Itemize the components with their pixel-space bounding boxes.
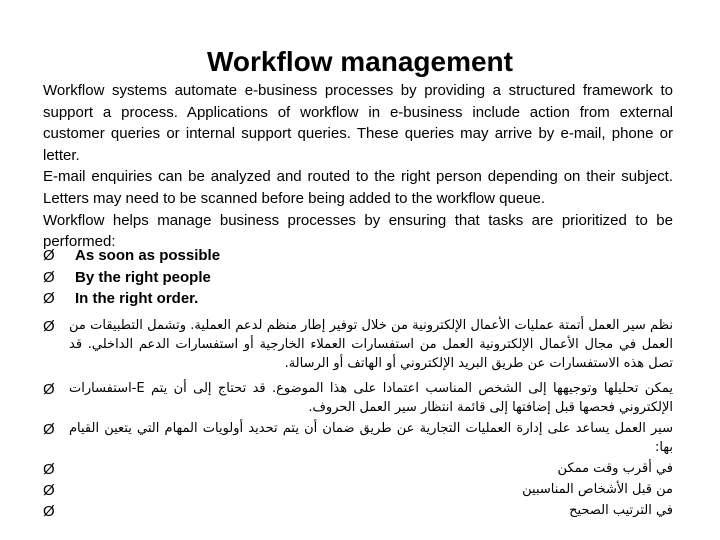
bullet-arrow-icon: Ø: [43, 317, 55, 335]
bullet-arrow-icon: Ø: [43, 268, 55, 286]
list-item: [43, 267, 673, 289]
bullet-text-arabic: في أقرب وقت ممكن: [557, 460, 673, 476]
list-item: [43, 480, 673, 499]
bullet-text: In the right order.: [75, 290, 199, 308]
slide-title: Workflow management: [207, 46, 513, 77]
bullet-arrow-icon: Ø: [43, 290, 55, 308]
list-item: [43, 245, 673, 267]
list-item: [43, 316, 673, 373]
bullet-arrow-icon: Ø: [43, 502, 55, 520]
paragraph: Workflow helps manage business processes by ensuring that tasks are prioritized to be performed:: [43, 211, 673, 251]
bullet-text-arabic: في الترتيب الصحيح: [569, 502, 673, 518]
bullet-arrow-icon: Ø: [43, 380, 55, 398]
bullet-arrow-icon: Ø: [43, 460, 55, 478]
paragraph: E-mail enquiries can be analyzed and routed to the right person depending on their subject. Letters may need to be scanned before being added to the workflow queue.: [43, 168, 673, 207]
bullet-arrow-icon: Ø: [43, 420, 55, 438]
bullet-text: As soon as possible: [75, 247, 221, 264]
list-item: [43, 288, 673, 310]
list-item: [43, 419, 673, 457]
body-text: [43, 80, 673, 253]
list-item: [43, 501, 673, 520]
bullet-list: [43, 245, 673, 520]
bullet-text-arabic: يمكن تحليلها وتوجيهها إلى الشخص المناسب اعتمادا على هذا الموضوع. قد تحتاج إلى أن يتم E-استفسارات الإلكتروني فحصها قبل إضافتها إلى قائمة انتظار سير العمل الحروف.: [69, 380, 673, 415]
bullet-arrow-icon: Ø: [43, 247, 55, 264]
bullet-text-arabic: من قبل الأشخاص المناسبين: [522, 481, 673, 497]
bullet-text-arabic: سير العمل يساعد على إدارة العمليات التجارية عن طريق ضمان أن يتم تحديد أولويات المهام التي يتعين القيام بها:: [69, 420, 673, 455]
list-item: [43, 379, 673, 417]
paragraph: Workflow systems automate e-business processes by providing a structured framework to support a process. Applications of workflow in e-business include action from external customer queries or internal support queries. These queries may arrive by e-mail, phone or letter.: [43, 82, 673, 164]
list-item: [43, 459, 673, 478]
bullet-text-arabic: نظم سير العمل أتمتة عمليات الأعمال الإلكترونية من خلال توفير إطار منظم لدعم العملية. وتشمل التطبيقات من العمل في مجال الأعمال الإلكترونية العمل من استفسارات العملاء الخارجية أو استفسارات الدعم الداخلي. قد تصل هذه الاستفسارات عن طريق البريد الإلكتروني أو الهاتف أو الرسالة.: [69, 317, 673, 371]
bullet-text: By the right people: [75, 268, 211, 286]
bullet-arrow-icon: Ø: [43, 481, 55, 499]
